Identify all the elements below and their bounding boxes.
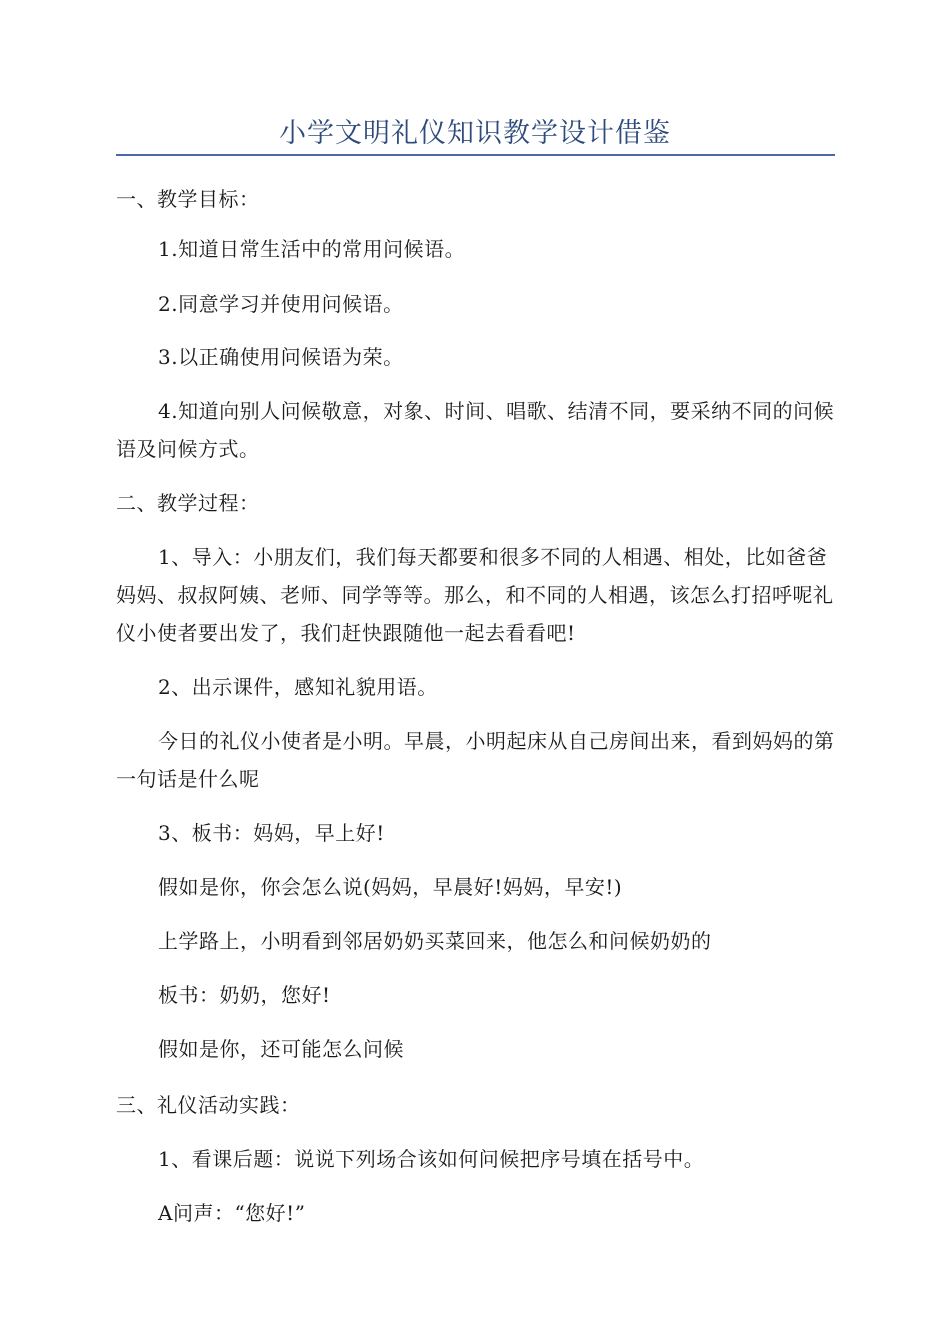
paragraph-if-you-2: 假如是你，还可能怎么问候 <box>158 1037 404 1061</box>
document-title: 小学文明礼仪知识教学设计借鉴 <box>279 118 671 149</box>
title-underline <box>116 154 835 156</box>
paragraph-objective-2: 2.同意学习并使用问候语。 <box>158 292 404 316</box>
section-heading-process: 二、教学过程： <box>116 491 260 515</box>
paragraph-if-you-1: 假如是你，你会怎么说(妈妈，早晨好!妈妈，早安!) <box>158 875 623 899</box>
paragraph-option-a: A问声：“您好!” <box>158 1201 306 1225</box>
paragraph-objective-3: 3.以正确使用问候语为荣。 <box>158 345 404 369</box>
paragraph-intro: 1、导入：小朋友们，我们每天都要和很多不同的人相遇、相处，比如爸爸妈妈、叔叔阿姨、老师、同学等等。那么，和不同的人相遇，该怎么打招呼呢礼仪小使者要出发了，我们赶快跟随他一起去看看吧! <box>116 545 834 645</box>
paragraph-exercise: 1、看课后题：说说下列场合该如何问候把序号填在括号中。 <box>158 1147 705 1171</box>
paragraph-xiaoming: 今日的礼仪小使者是小明。早晨，小明起床从自己房间出来，看到妈妈的第一句话是什么呢 <box>116 729 835 791</box>
paragraph-courseware: 2、出示课件，感知礼貌用语。 <box>158 675 438 699</box>
paragraph-board-2: 板书：奶奶，您好! <box>158 983 331 1007</box>
section-heading-practice: 三、礼仪活动实践： <box>116 1093 301 1117</box>
paragraph-board-1: 3、板书：妈妈，早上好! <box>158 821 385 845</box>
paragraph-objective-1: 1.知道日常生活中的常用问候语。 <box>158 237 466 261</box>
paragraph-on-the-way: 上学路上，小明看到邻居奶奶买菜回来，他怎么和问候奶奶的 <box>158 929 712 953</box>
section-heading-objectives: 一、教学目标： <box>116 187 260 211</box>
paragraph-objective-4: 4.知道向别人问候敬意，对象、时间、唱歌、结清不同，要采纳不同的问候语及问候方式。 <box>116 399 835 461</box>
